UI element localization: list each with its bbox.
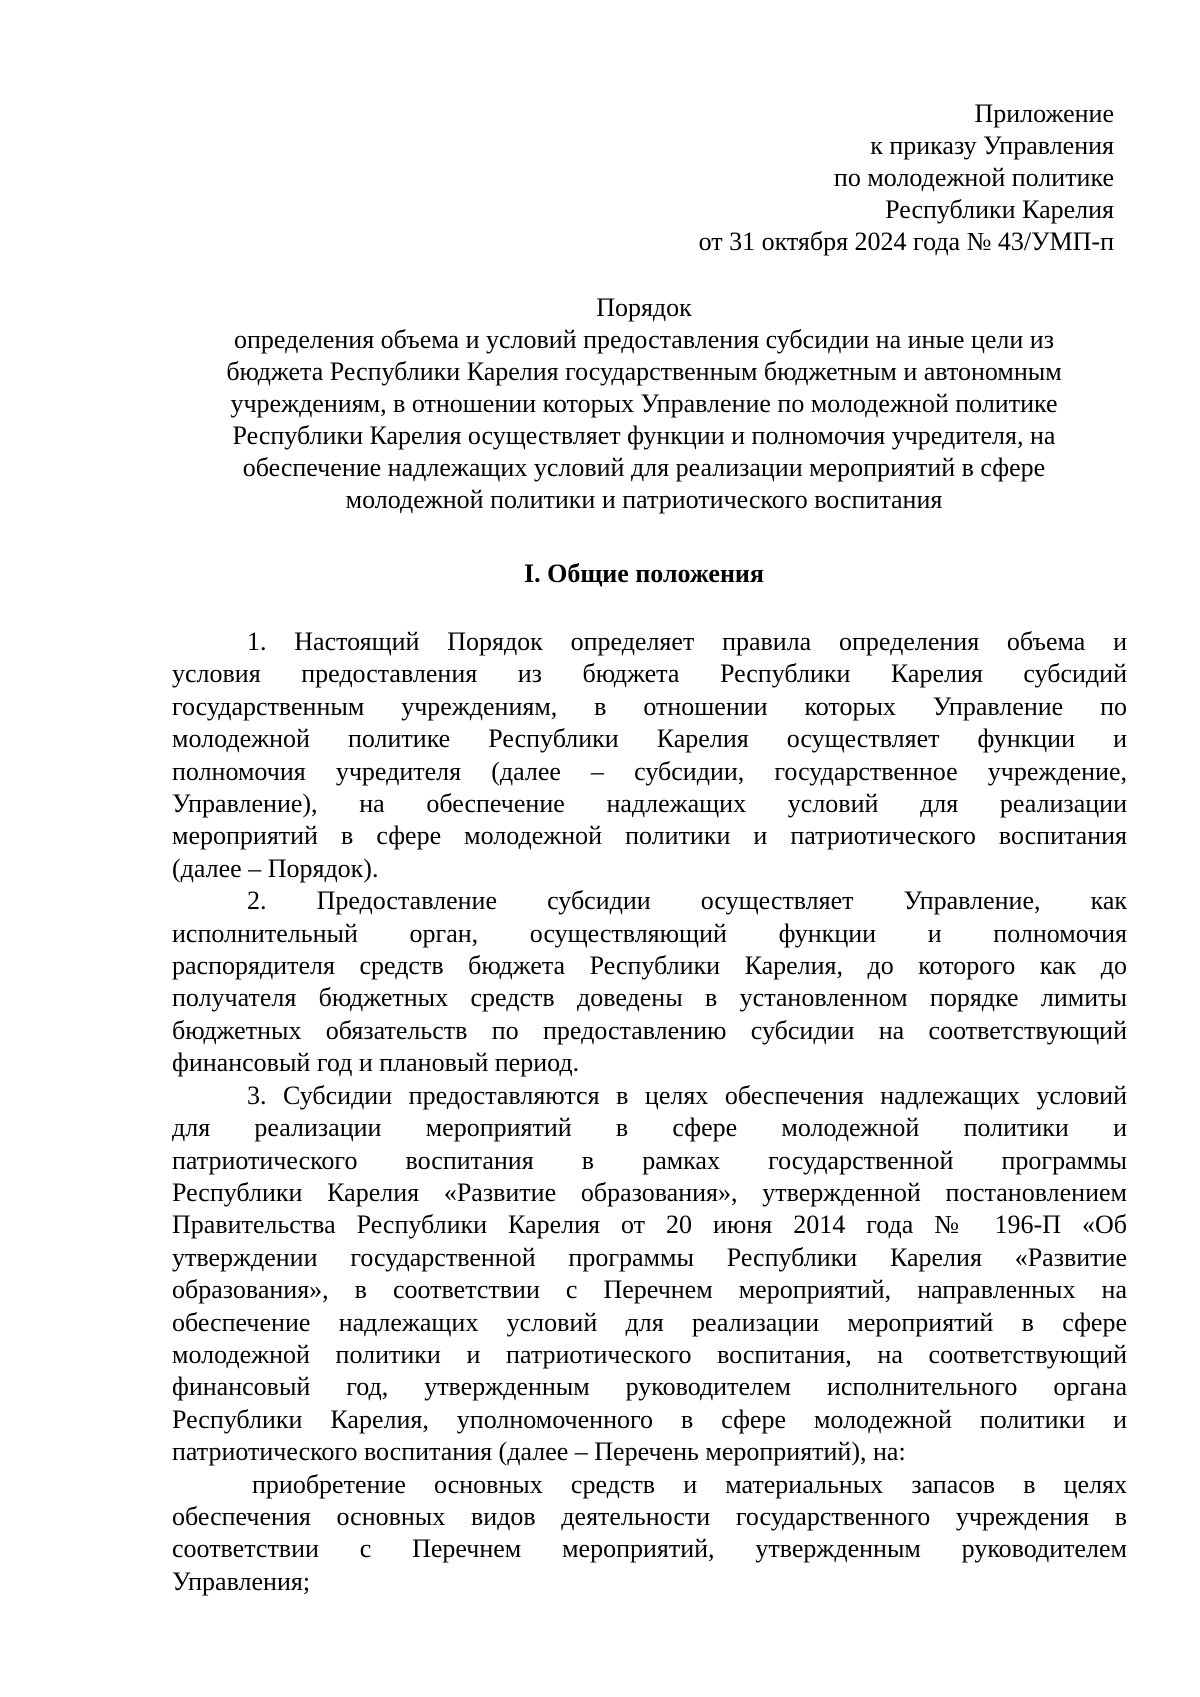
paragraph-2-line: получателя бюджетных средств доведены в установленном порядке лимиты: [172, 983, 1127, 1013]
paragraph-2-line: распорядителя средств бюджета Республики Карелия, до которого как до: [172, 951, 1127, 981]
paragraph-4-line: соответствии с Перечнем мероприятий, утвержденным руководителем: [172, 1534, 1127, 1564]
paragraph-1-line: государственным учреждениям, в отношении которых Управление по: [172, 691, 1127, 721]
paragraph-3-line: Республики Карелия, уполномоченного в сфере молодежной политики и: [172, 1404, 1127, 1434]
paragraph-3-line: 3. Субсидии предоставляются в целях обеспечения надлежащих условий: [247, 1080, 1127, 1110]
title-line: молодежной политики и патриотического воспитания: [345, 485, 943, 514]
paragraph-3-line: патриотического воспитания в рамках государственной программы: [172, 1145, 1127, 1175]
document-body: [172, 626, 1127, 1598]
paragraph-1-line: условия предоставления из бюджета Республики Карелия субсидий: [172, 659, 1127, 689]
paragraph-3-line: образования», в соответствии с Перечнем мероприятий, направленных на: [172, 1275, 1127, 1305]
paragraph-1-line: мероприятий в сфере молодежной политики и патриотического воспитания: [172, 821, 1127, 851]
paragraph-2-line: 2. Предоставление субсидии осуществляет Управление, как: [247, 886, 1127, 916]
paragraph-3-line: молодежной политики и патриотического воспитания, на соответствующий: [172, 1339, 1127, 1369]
paragraph-1-line: молодежной политике Республики Карелия осуществляет функции и: [172, 724, 1127, 754]
title-line: Республики Карелия осуществляет функции и полномочия учредителя, на: [232, 421, 1056, 450]
title-line: обеспечение надлежащих условий для реализации мероприятий в сфере: [242, 453, 1046, 482]
paragraph-1-line: Управление), на обеспечение надлежащих условий для реализации: [172, 789, 1127, 819]
document-title: [160, 292, 1128, 516]
paragraph-3-line: для реализации мероприятий в сфере молодежной политики и: [172, 1113, 1127, 1143]
paragraph-1-line: 1. Настоящий Порядок определяет правила определения объема и: [247, 627, 1127, 656]
appendix-line: от 31 октября 2024 года № 43/УМП-п: [698, 227, 1114, 256]
paragraph-3-line: обеспечение надлежащих условий для реализации мероприятий в сфере: [172, 1307, 1127, 1337]
appendix-line: по молодежной политике: [833, 163, 1114, 192]
paragraph-3-line: патриотического воспитания (далее – Перечень мероприятий), на:: [172, 1437, 906, 1467]
appendix-line: Приложение: [974, 99, 1114, 128]
paragraph-3-line: Республики Карелия «Развитие образования», утвержденной постановлением: [172, 1177, 1127, 1207]
section-heading: I. Общие положения: [524, 559, 764, 588]
paragraph-2-line: бюджетных обязательств по предоставлению субсидии на соответствующий: [172, 1015, 1127, 1045]
paragraph-2-line: исполнительный орган, осуществляющий функции и полномочия: [172, 918, 1127, 948]
appendix-line: Республики Карелия: [885, 195, 1114, 224]
paragraph-3-line: финансовый год, утвержденным руководителем исполнительного органа: [172, 1372, 1127, 1402]
paragraph-3-line: Правительства Республики Карелия от 20 июня 2014 года № 196-П «Об: [172, 1210, 1127, 1240]
paragraph-1-line: (далее – Порядок).: [172, 853, 379, 883]
title-heading: Порядок: [596, 293, 692, 322]
title-line: определения объема и условий предоставления субсидии на иные цели из: [234, 325, 1054, 354]
appendix-line: к приказу Управления: [870, 131, 1114, 160]
paragraph-4-line: обеспечения основных видов деятельности государственного учреждения в: [172, 1501, 1127, 1531]
paragraph-4-line: приобретение основных средств и материальных запасов в целях: [252, 1469, 1127, 1499]
appendix-header: [699, 98, 1114, 258]
title-line: бюджета Республики Карелия государственным бюджетным и автономным: [226, 357, 1062, 386]
paragraph-3-line: утверждении государственной программы Республики Карелия «Развитие: [172, 1242, 1127, 1272]
paragraph-2-line: финансовый год и плановый период.: [172, 1048, 580, 1078]
paragraph-1-line: полномочия учредителя (далее – субсидии, государственное учреждение,: [172, 756, 1127, 786]
paragraph-4-line: Управления;: [172, 1566, 311, 1596]
title-line: учреждениям, в отношении которых Управление по молодежной политике: [230, 389, 1058, 418]
